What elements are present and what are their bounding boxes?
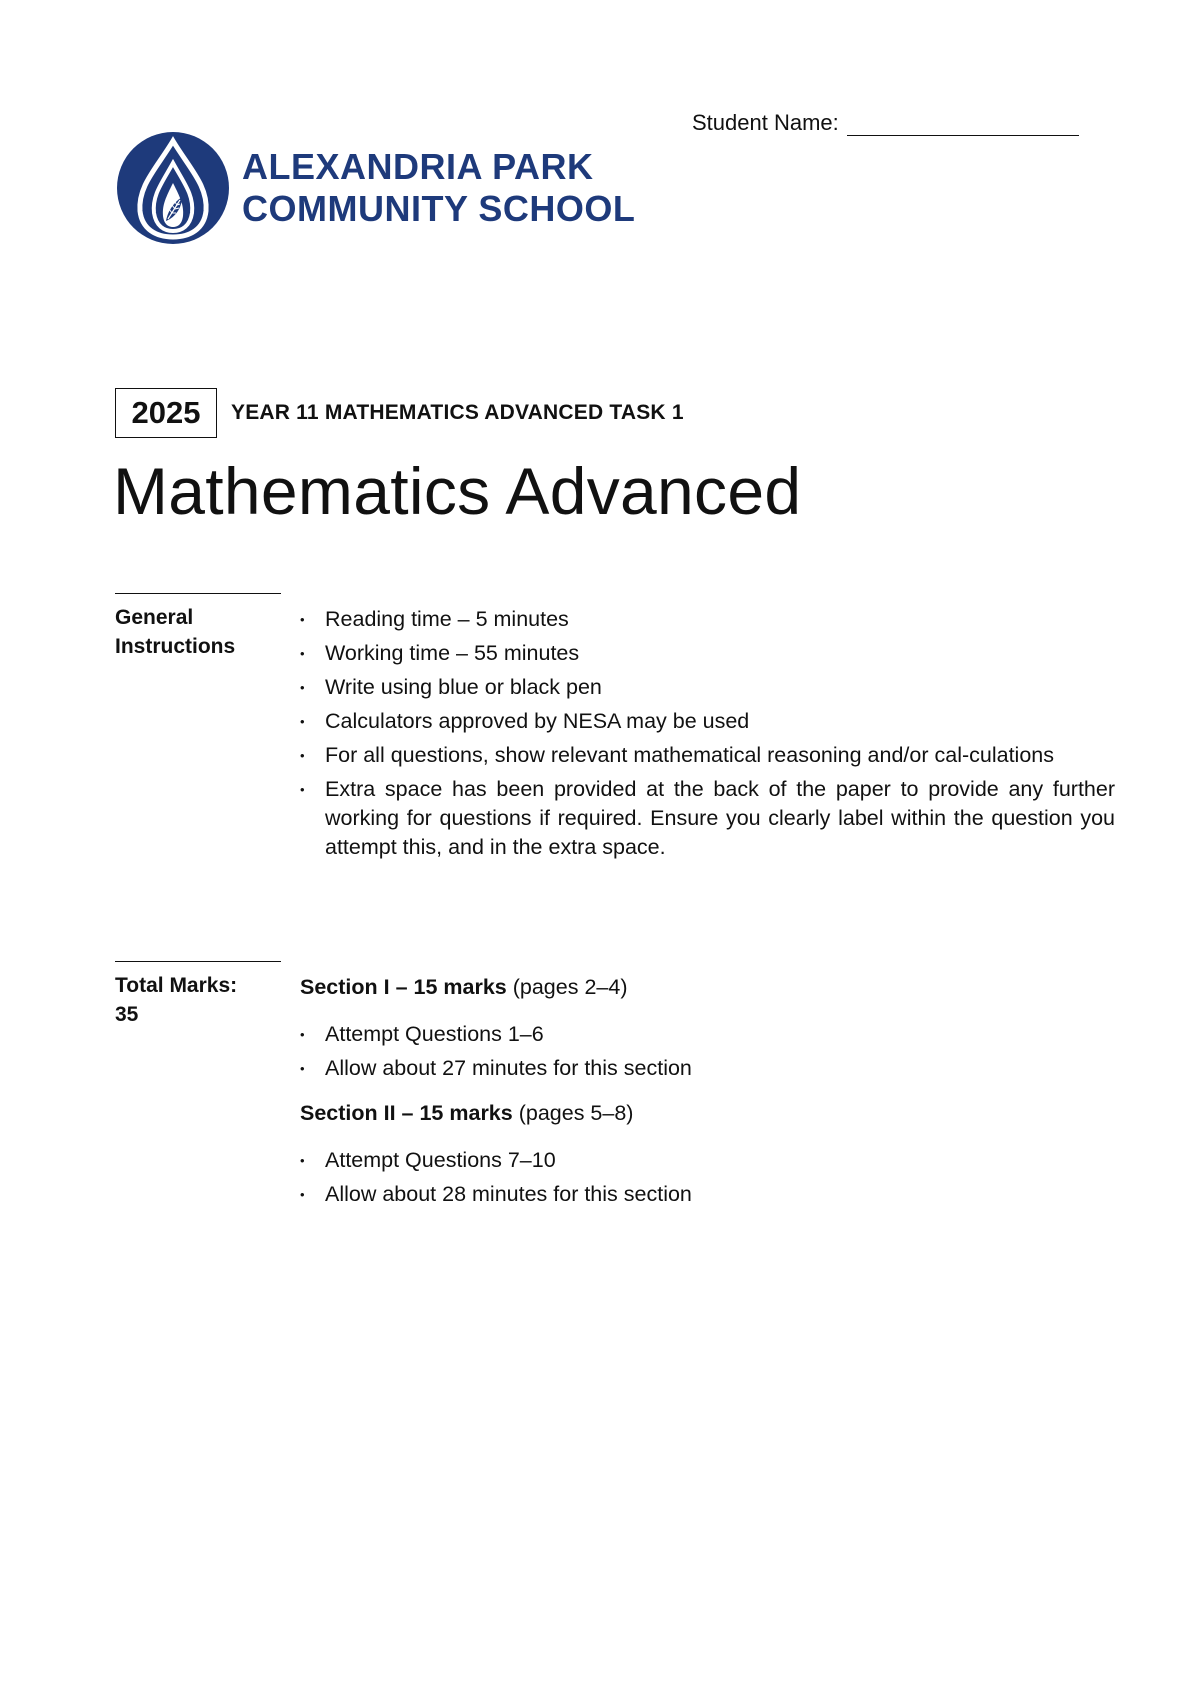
instruction-item: • Reading time – 5 minutes [300, 605, 1165, 634]
instruction-item: • Working time – 55 minutes [300, 639, 1165, 668]
student-name-label: Student Name: [692, 110, 839, 135]
section-1-pages: (pages 2–4) [512, 975, 628, 999]
label-line-2: Instructions [115, 635, 236, 658]
logo-line-1: ALEXANDRIA PARK [242, 146, 594, 187]
section-1-item: • Attempt Questions 1–6 [300, 1020, 1165, 1049]
general-instructions-content [300, 605, 1165, 867]
section-divider [115, 593, 281, 594]
section-1-heading [300, 973, 1165, 1002]
instruction-item: • For all questions, show relevant mathematical reasoning and/or cal-culations [300, 741, 1115, 770]
label-line-1: General [115, 606, 194, 629]
section-2-item: • Attempt Questions 7–10 [300, 1146, 1165, 1175]
instruction-item: • Calculators approved by NESA may be used [300, 707, 1165, 736]
task-title: YEAR 11 MATHEMATICS ADVANCED TASK 1 [231, 401, 684, 424]
student-name-field[interactable] [692, 110, 1079, 136]
year-badge: 2025 [115, 388, 217, 438]
total-marks-caption: Total Marks: [115, 974, 238, 997]
subject-title: Mathematics Advanced [113, 454, 802, 528]
section-divider [115, 961, 281, 962]
logo-line-2: COMMUNITY SCHOOL [242, 188, 636, 229]
student-name-line[interactable] [847, 115, 1079, 136]
section-1-title: Section I – 15 marks [300, 975, 507, 999]
section-2-heading [300, 1099, 1165, 1128]
flame-leaf-emblem-icon [116, 131, 230, 245]
section-2-item: • Allow about 28 minutes for this section [300, 1180, 1165, 1209]
school-logo [116, 131, 635, 245]
total-marks-value: 35 [115, 1003, 139, 1026]
general-instructions-label [115, 603, 285, 661]
section-1-item: • Allow about 27 minutes for this section [300, 1054, 1165, 1083]
sections-content [300, 973, 1165, 1214]
section-2-pages: (pages 5–8) [518, 1101, 634, 1125]
instruction-item: • Write using blue or black pen [300, 673, 1165, 702]
total-marks-label [115, 971, 285, 1029]
instruction-item: • Extra space has been provided at the back of the paper to provide any further working for questions if required. Ensure you clearly label within the question you attempt this, and in the extra space. [300, 775, 1115, 862]
section-2-title: Section II – 15 marks [300, 1101, 513, 1125]
task-header [115, 388, 684, 438]
